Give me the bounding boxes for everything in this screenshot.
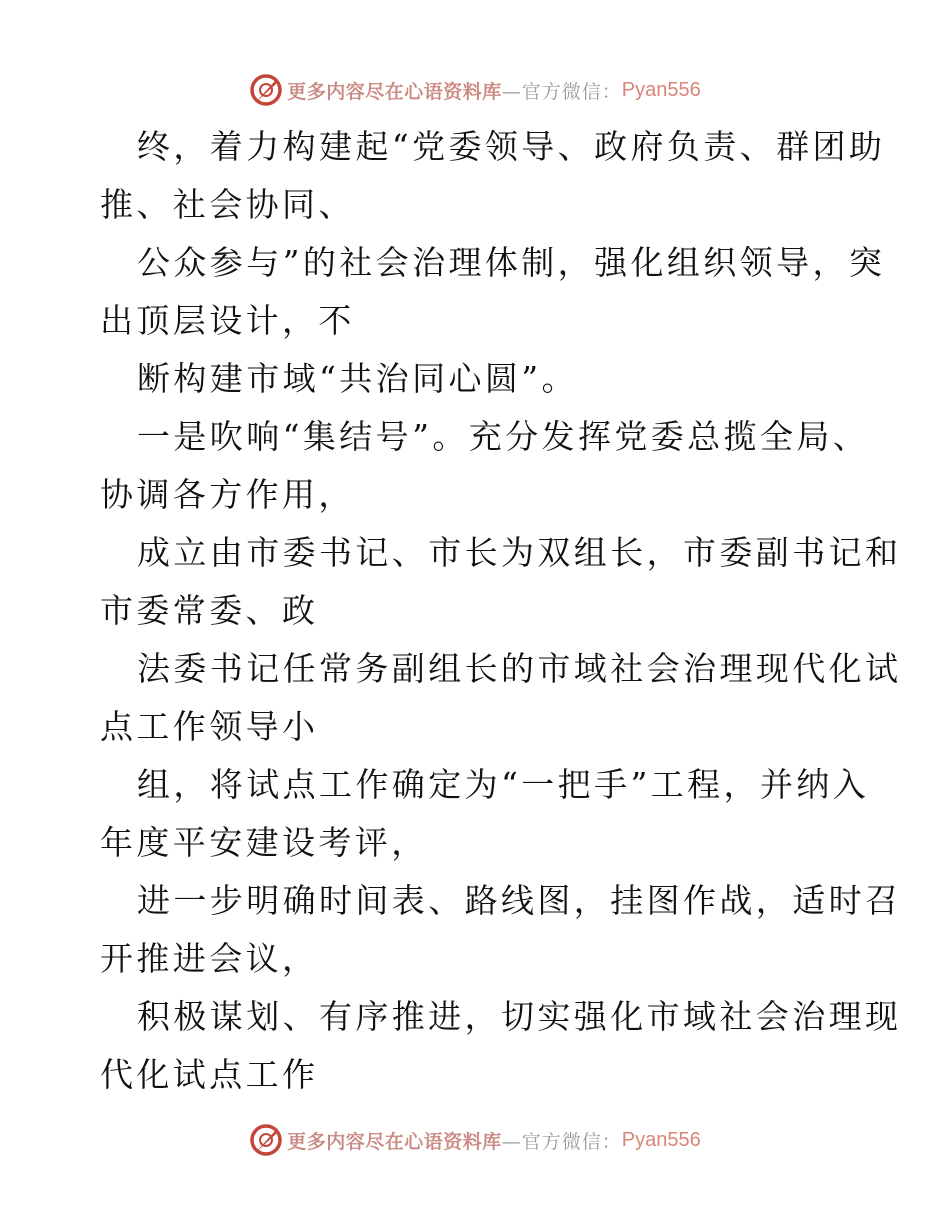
- text-line: 代化试点工作: [100, 1055, 319, 1094]
- text-line: 成立由市委书记、市长为双组长，市委副书记和: [137, 533, 902, 572]
- text-line: 积极谋划、有序推进，切实强化市域社会治理现: [137, 997, 902, 1036]
- text-line: 断构建市域“共治同心圆”。: [137, 359, 578, 398]
- footer-watermark-banner: [0, 1120, 950, 1160]
- text-line: 开推进会议，: [100, 939, 319, 978]
- banner-site-text: 更多内容尽在心语资料库: [287, 1130, 502, 1153]
- banner-site-text: 更多内容尽在心语资料库: [287, 80, 502, 103]
- text-line: 一是吹响“集结号”。充分发挥党委总揽全局、: [137, 417, 870, 456]
- text-line: 进一步明确时间表、路线图，挂图作战，适时召: [137, 881, 902, 920]
- body-text: [100, 118, 902, 1104]
- text-line: 市委常委、政: [100, 591, 319, 630]
- text-line: 法委书记任常务副组长的市域社会治理现代化试: [137, 649, 902, 688]
- text-line: 组，将试点工作确定为“一把手”工程，并纳入: [137, 765, 870, 804]
- text-line: 公众参与”的社会治理体制，强化组织领导，突: [137, 243, 886, 282]
- banner-wechat-handle: Pyan556: [621, 78, 701, 101]
- banner-wechat-handle: Pyan556: [621, 1128, 701, 1151]
- header-watermark-banner: [0, 70, 950, 110]
- text-line: 推、社会协同、: [100, 185, 355, 224]
- banner-official-text: —官方微信：: [501, 1130, 622, 1153]
- text-line: 终，着力构建起“党委领导、政府负责、群团助: [137, 127, 886, 166]
- quill-logo-icon: [249, 73, 283, 107]
- quill-logo-icon: [249, 1123, 283, 1157]
- text-line: 年度平安建设考评，: [100, 823, 428, 862]
- text-line: 出顶层设计，不: [100, 301, 355, 340]
- text-line: 点工作领导小: [100, 707, 319, 746]
- banner-official-text: —官方微信：: [501, 80, 622, 103]
- text-line: 协调各方作用，: [100, 475, 355, 514]
